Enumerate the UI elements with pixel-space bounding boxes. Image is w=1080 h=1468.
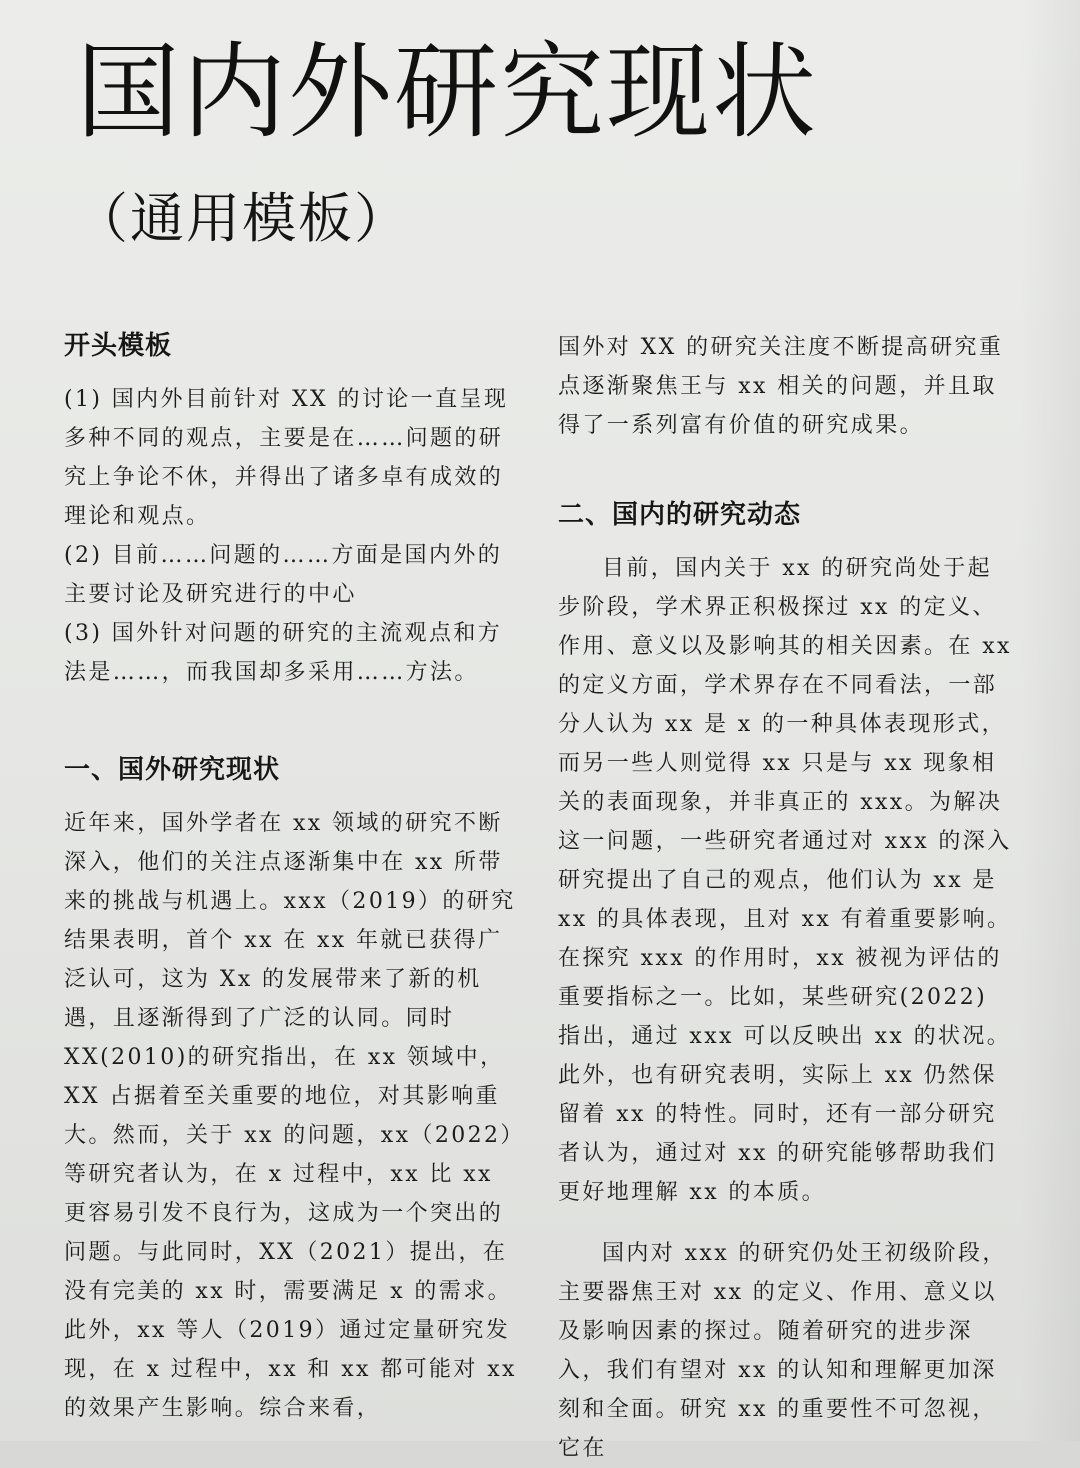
page-title: 国内外研究现状 xyxy=(76,31,819,153)
foreign-research-heading: 一、国外研究现状 xyxy=(64,755,281,785)
domestic-research-heading: 二、国内的研究动态 xyxy=(558,500,802,530)
foreign-research-continued: 国外对 XX 的研究关注度不断提高研究重点逐渐聚焦王与 xx 相关的问题，并且取得了一系列富有价值的研究成果。 xyxy=(558,335,1004,438)
right-column xyxy=(558,328,1014,1468)
opening-item-2: (2) 目前……问题的……方面是国内外的主要讨论及研究进行的中心 xyxy=(64,543,503,607)
opening-template-heading: 开头模板 xyxy=(64,331,173,361)
page-edge-shadow xyxy=(1020,0,1080,1441)
page-subtitle: （通用模板） xyxy=(74,187,410,250)
left-column xyxy=(64,326,526,1428)
foreign-research-paragraph: 近年来，国外学者在 xx 领域的研究不断深入，他们的关注点逐渐集中在 xx 所带来的挑战与机遇上。xxx（2019）的研究结果表明，首个 xx 在 xx 年就已获得广泛认可，这为 Xx 的发展带来了新的机遇，且逐渐得到了广泛的认同。同时 XX(2010)的研究指出，在 xx 领域中，XX 占据着至关重要的地位，对其影响重大。然而，关于 xx 的问题，xx（2022）等研究者认为，在 x 过程中，xx 比 xx 更容易引发不良行为，这成为一个突出的问题。与此同时，XX（2021）提出，在没有完美的 xx 时，需要满足 x 的需求。此外，xx 等人（2019）通过定量研究发现，在 x 过程中，xx 和 xx 都可能对 xx 的效果产生影响。综合来看， xyxy=(64,811,525,1421)
domestic-paragraph-2: 国内对 xxx 的研究仍处王初级阶段，主要器焦王对 xx 的定义、作用、意义以及影响因素的探过。随着研究的进步深入，我们有望对 xx 的认知和理解更加深刻和全面。研究 xx 的重要性不可忽视，它在 xyxy=(558,1241,1007,1461)
domestic-paragraph-1: 目前，国内关于 xx 的研究尚处于起步阶段，学术界正积极探过 xx 的定义、作用、意义以及影响其的相关因素。在 xx 的定义方面，学术界存在不同看法，一部分人认为 xx 是 x 的一种具体表现形式，而另一些人则觉得 xx 只是与 xx 现象相关的表面现象，并非真正的 xxx。为解决这一问题，一些研究者通过对 xxx 的深入研究提出了自己的观点，他们认为 xx 是 xx 的具体表现，且对 xx 有着重要影响。在探究 xxx 的作用时，xx 被视为评估的重要指标之一。比如，某些研究(2022) 指出，通过 xxx 可以反映出 xx 的状况。此外，也有研究表明，实际上 xx 仍然保留着 xx 的特性。同时，还有一部分研究者认为，通过对 xx 的研究能够帮助我们更好地理解 xx 的本质。 xyxy=(558,556,1012,1205)
opening-item-1: (1) 国内外目前针对 XX 的讨论一直呈现多种不同的观点，主要是在……问题的研究上争论不休，并得出了诸多卓有成效的理论和观点。 xyxy=(64,387,509,529)
opening-item-3: (3) 国外针对问题的研究的主流观点和方法是……，而我国却多采用……方法。 xyxy=(64,621,503,685)
